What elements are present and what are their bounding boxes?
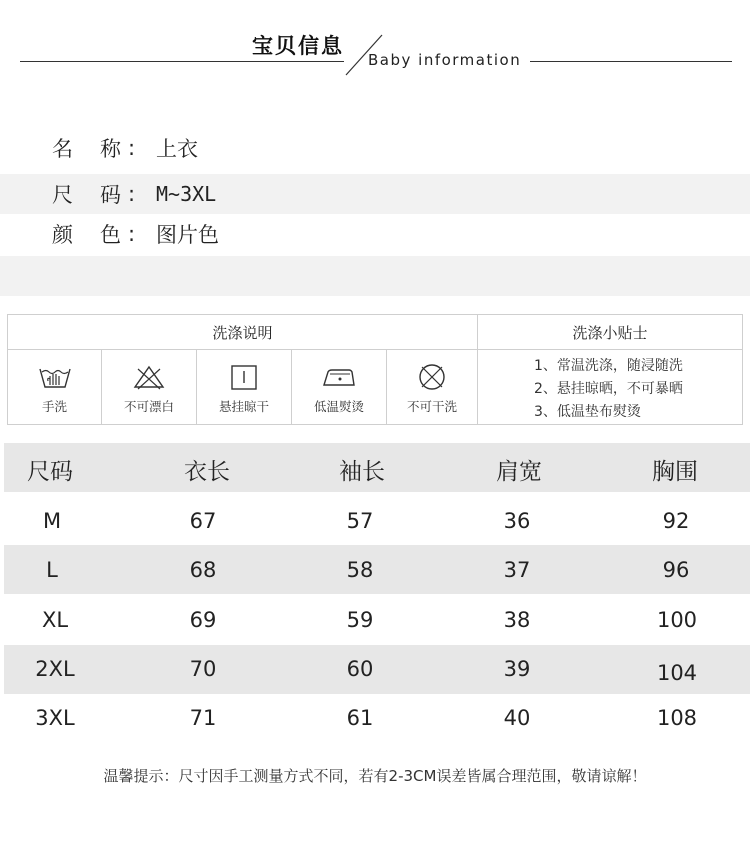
size-table-header — [4, 443, 750, 492]
wash-label: 悬挂晾干 — [218, 399, 269, 414]
wash-item-low-iron — [292, 350, 387, 425]
wash-item-hand-wash — [8, 350, 102, 425]
info-value: 上衣 — [156, 137, 198, 161]
hang-dry-icon — [227, 363, 261, 391]
size-cell: 36 — [503, 509, 531, 533]
wash-item-no-dry-clean — [387, 350, 477, 425]
info-key: 色 — [100, 223, 121, 247]
size-header-cell: 胸围 — [652, 459, 698, 485]
info-key: 颜 — [52, 223, 73, 247]
size-header-cell: 肩宽 — [496, 459, 542, 485]
section-title-cn: 宝贝信息 — [252, 34, 344, 58]
info-row-size — [52, 174, 216, 214]
size-cell: M — [42, 509, 62, 533]
size-cell: 3XL — [35, 706, 75, 730]
table-row — [0, 496, 750, 545]
size-cell: 104 — [656, 661, 698, 685]
header-divider-right — [530, 61, 732, 62]
wash-header-instructions: 洗涤说明 — [8, 315, 477, 350]
hand-wash-icon — [38, 363, 72, 391]
size-cell: 96 — [662, 558, 690, 582]
info-key: 尺 — [52, 183, 73, 207]
table-row — [0, 595, 750, 644]
table-row — [0, 694, 750, 743]
wash-tip: 3、低温垫布熨烫 — [534, 404, 641, 420]
info-key: 名 — [52, 137, 73, 161]
size-cell: 38 — [503, 608, 531, 632]
size-cell: 60 — [346, 657, 374, 681]
info-value: M~3XL — [156, 182, 217, 206]
size-cell: 70 — [189, 657, 217, 681]
no-dry-clean-icon — [415, 363, 449, 391]
size-header-cell: 尺码 — [27, 459, 73, 485]
measurement-note: 温馨提示：尺寸因手工测量方式不同，若有2-3CM误差皆属合理范围，敬请谅解！ — [103, 767, 647, 785]
wash-label: 低温熨烫 — [313, 399, 364, 414]
size-header-cell: 衣长 — [184, 459, 230, 485]
wash-tip: 1、常温洗涤，随浸随洗 — [534, 358, 683, 374]
wash-label: 手洗 — [41, 399, 67, 414]
size-cell: 71 — [189, 706, 217, 730]
size-cell: 40 — [503, 706, 531, 730]
size-cell: 57 — [346, 509, 374, 533]
info-colon: : — [128, 182, 136, 206]
wash-item-hang-dry — [197, 350, 292, 425]
table-row — [0, 645, 750, 694]
wash-item-no-bleach — [102, 350, 197, 425]
header-divider-left — [20, 61, 344, 62]
info-colon: : — [128, 136, 136, 160]
size-cell: 100 — [656, 608, 698, 632]
wash-header-tips: 洗涤小贴士 — [478, 315, 742, 350]
size-cell: 59 — [346, 608, 374, 632]
size-cell: 2XL — [35, 657, 75, 681]
info-band — [0, 256, 750, 296]
info-key: 称 — [100, 137, 121, 161]
info-colon: : — [128, 222, 136, 246]
wash-label: 不可干洗 — [406, 399, 457, 414]
info-key: 码 — [100, 183, 121, 207]
size-cell: 58 — [346, 558, 374, 582]
size-cell: 37 — [503, 558, 531, 582]
table-row — [0, 545, 750, 594]
size-cell: 61 — [346, 706, 374, 730]
wash-tip: 2、悬挂晾晒，不可暴晒 — [534, 381, 683, 397]
info-row-color — [52, 214, 219, 254]
wash-label: 不可漂白 — [123, 399, 174, 414]
section-title-en: Baby information — [368, 51, 522, 69]
size-cell: 68 — [189, 558, 217, 582]
size-cell: XL — [41, 608, 69, 632]
size-cell: 39 — [503, 657, 531, 681]
size-cell: 69 — [189, 608, 217, 632]
size-cell: 67 — [189, 509, 217, 533]
size-cell: 92 — [662, 509, 690, 533]
no-bleach-icon — [132, 363, 166, 391]
size-cell: 108 — [656, 706, 698, 730]
size-header-cell: 袖长 — [339, 459, 385, 485]
wash-tips — [478, 350, 742, 425]
size-cell: L — [46, 558, 58, 582]
low-iron-icon — [321, 363, 357, 391]
info-row-name — [52, 128, 198, 168]
wash-care-table — [7, 314, 743, 425]
info-value: 图片色 — [156, 223, 219, 247]
